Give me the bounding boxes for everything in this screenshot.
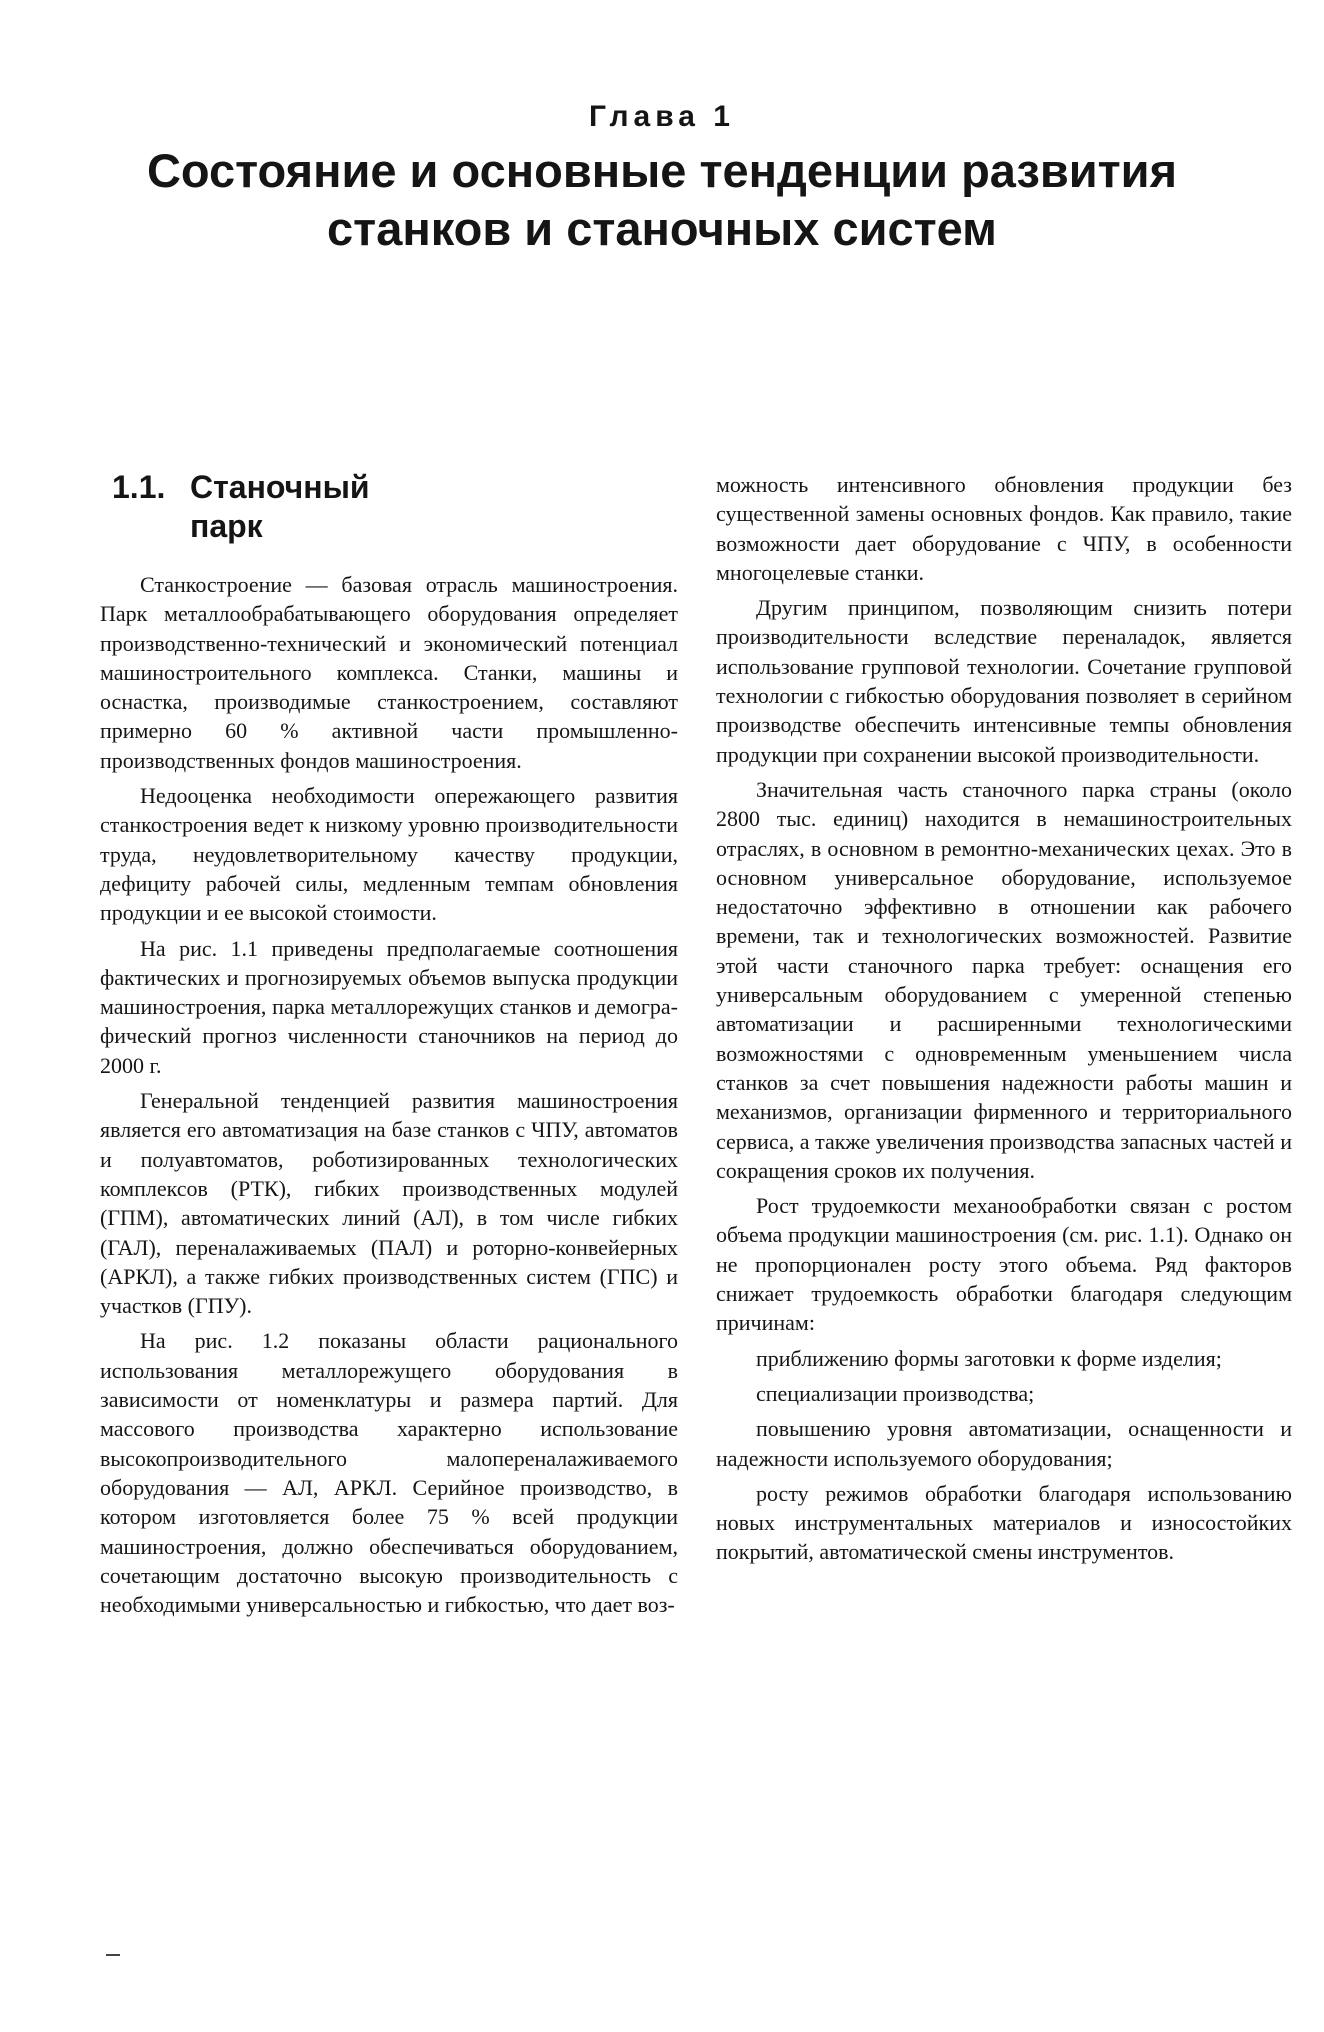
chapter-label: Глава 1 bbox=[588, 100, 735, 133]
section-title-line2: парк bbox=[190, 508, 263, 544]
section-title-line1: Станочный bbox=[190, 469, 370, 505]
list-item: повышению уровня автоматизации, оснащенности и надежности используемого оборудования; bbox=[716, 1416, 1292, 1471]
paragraph: Генеральной тенденцией развития машиностроения является его автоматизация на базе станков с ЧПУ, автоматов и полуавтоматов, роботизированных технологических комплексов (РТК), гибких производственных модулей (ГПМ), автоматических линий (АЛ), в том числе гибких (ГАЛ), переналаживаемых (ПАЛ) и роторно-конвейерных (АРКЛ), а также гибких производственных систем (ГПС) и участков (ГПУ). bbox=[100, 1088, 678, 1319]
list-item: приближению формы заготовки к форме изделия; bbox=[756, 1345, 1222, 1371]
right-text-column bbox=[716, 470, 1292, 1567]
list-item: специализации производства; bbox=[756, 1380, 1035, 1406]
paragraph: Значительная часть станочного парка страны (около 2800 тыс. единиц) находится в немашиностроительных отраслях, в основном в ремонтно-механических цехах. Это в основном универсальное оборудование, используемое недостаточно эффективно в отношении как рабочего времени, так и технологических возможностей. Развитие этой части станочного парка требует: оснащения его универсальным оборудованием с умеренной степенью автоматизации и расширенными технологическими возможностями с одновременным уменьшением числа станков за счет повышения надежности работы машин и механизмов, организации фирменного и территориального сервиса, а также увеличения производства запасных частей и сокращения сроков их получения. bbox=[716, 776, 1292, 1183]
paragraph: На рис. 1.2 показаны области рационального использования металлорежущего оборудования в зависимости от номенклатуры и размера партий. Для массового производства характерно использование высокопроизводительного малопереналаживаемого оборудования — АЛ, АРКЛ. Серийное производство, в котором изготовляется более 75 % всей продукции машиностроения, должно обеспечиваться оборудованием, сочетающим достаточно высокую производительность с необходимыми универсальностью и гибкостью, что дает воз- bbox=[100, 1328, 678, 1618]
section-number: 1.1. bbox=[112, 469, 166, 505]
paragraph: На рис. 1.1 приведены предполагаемые соотношения фактических и прогнозируемых объемов выпуска продукции машиностроения, парка металлорежущих станков и демографический прогноз численности станочников на период до 2000 г. bbox=[100, 935, 678, 1078]
chapter-title: Состояние и основные тенденции развития станков и станочных систем bbox=[146, 144, 1177, 255]
section-heading bbox=[112, 468, 512, 546]
paragraph: Рост трудоемкости механообработки связан с ростом объема продукции машиностроения (см. рис. 1.1). Однако он не пропорционален росту этого объема. Ряд факторов снижает трудоемкость обработки благодаря следующим причинам: bbox=[716, 1193, 1292, 1336]
paragraph: Другим принципом, позволяющим снизить потери производительности вследствие переналадок, является использование групповой технологии. Сочетание групповой технологии с гибкостью оборудования позволяет в серийном производстве обеспечить интенсивные темпы обновления продукции при сохранении высокой производительности. bbox=[716, 595, 1292, 767]
paragraph: Недооценка необходимости опережающего развития станкостроения ведет к низкому уровню производительности труда, неудовлетворительному качеству продукции, дефициту рабочей силы, медленным темпам обновления продукции и ее высокой стоимости. bbox=[100, 783, 678, 926]
page-mark bbox=[106, 1954, 120, 1956]
left-text-column bbox=[100, 570, 678, 1619]
paragraph: Станкостроение — базовая отрасль машиностроения. Парк металлообрабатывающего оборудования определяет производственно-технический и экономический потенциал машиностроительного комплекса. Станки, машины и оснастка, производимые станкостроением, составляют примерно 60 % активной части промышленно-производственных фондов машиностроения. bbox=[100, 572, 678, 773]
list-item: росту режимов обработки благодаря использованию новых инструментальных материалов и износостойких покрытий, автоматической смены инструментов. bbox=[716, 1480, 1292, 1565]
paragraph-continuation: можность интенсивного обновления продукции без существенной замены основных фондов. Как правило, такие возможности дает оборудование с ЧПУ, в особенности многоцелевые станки. bbox=[716, 472, 1292, 585]
